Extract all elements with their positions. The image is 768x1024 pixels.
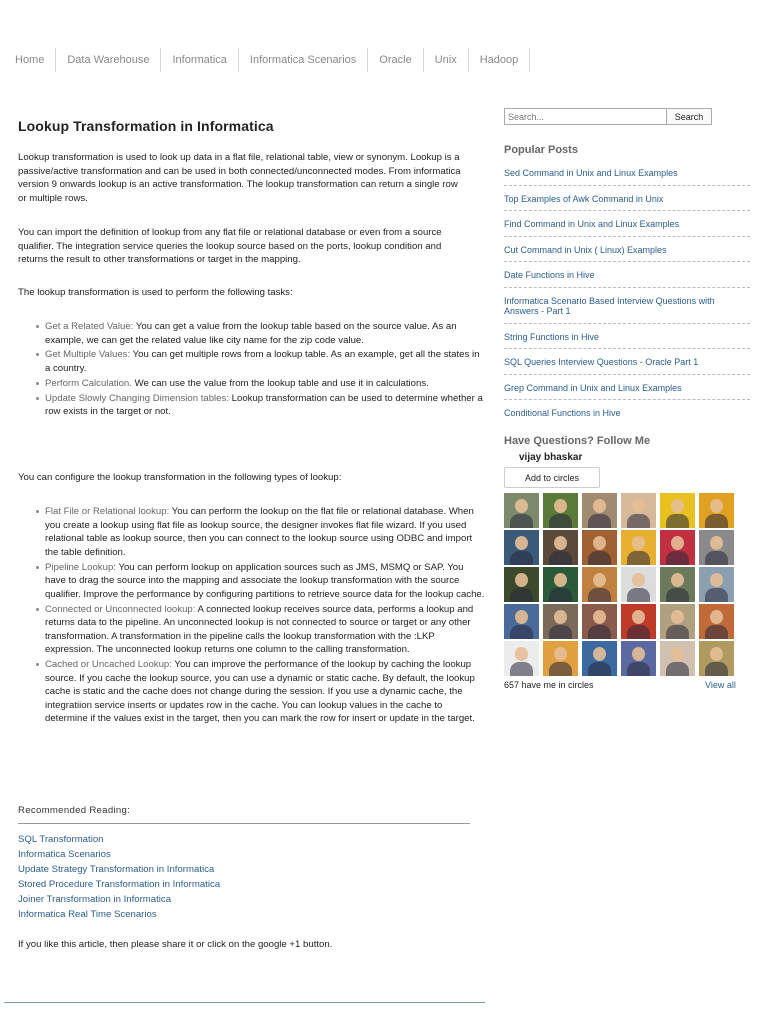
avatar-body-shape [705, 514, 728, 528]
avatar-body-shape [510, 514, 533, 528]
nav-item[interactable]: Informatica [161, 48, 238, 72]
follower-avatar[interactable] [543, 530, 578, 565]
popular-post-item [504, 381, 750, 401]
avatar-head-shape [671, 610, 684, 624]
task-item [45, 377, 485, 391]
lookup-type-item-text: You can improve the performance of the lookup by caching the lookup source. If you cache the lookup source, you can use a dynamic or static cache. By default, the lookup cache is static and the cache does not change during the session. If you use a dynamic cache, the integratiion service inserts or updates row in the cache. You can lookup values in the cache to determine if the values exist in the target, then you can mark the row for insert or update in the target. [45, 659, 475, 725]
popular-post-item [504, 166, 750, 186]
follower-avatar[interactable] [699, 493, 734, 528]
popular-post-link[interactable]: Conditional Functions in Hive [504, 408, 621, 418]
avatar-head-shape [710, 647, 723, 661]
add-to-circles-button[interactable]: Add to circles [504, 467, 600, 488]
lookup-type-item-term: Flat File or Relational lookup: [45, 506, 170, 517]
footer-divider [4, 1002, 485, 1003]
follower-avatar[interactable] [504, 530, 539, 565]
avatar-body-shape [666, 625, 689, 639]
avatar-body-shape [705, 551, 728, 565]
follower-avatar[interactable] [582, 604, 617, 639]
avatar-head-shape [593, 573, 606, 587]
avatar-body-shape [510, 588, 533, 602]
types-intro: You can configure the lookup transformation in the following types of lookup: [18, 472, 342, 483]
avatar-body-shape [510, 662, 533, 676]
avatar-head-shape [671, 573, 684, 587]
post-title: Lookup Transformation in Informatica [18, 118, 274, 134]
popular-post-link[interactable]: String Functions in Hive [504, 331, 600, 342]
follower-avatar[interactable] [543, 641, 578, 676]
recommended-link[interactable]: Joiner Transformation in Informatica [18, 894, 172, 905]
recommended-link[interactable]: Informatica Scenarios [18, 849, 111, 860]
intro-paragraph: Lookup transformation is used to look up data in a flat file, relational table, view or synonym. Lookup is a passive/active transformation and can be used in both connected/unconnected modes. From informatica version 9 onwards lookup is an active transformation. The lookup transformation can return a single row or multiple rows. [18, 152, 461, 204]
popular-post-item [504, 217, 750, 237]
follower-avatar[interactable] [699, 641, 734, 676]
task-item-term: Update Slowly Changing Dimension tables: [45, 392, 229, 404]
task-item [45, 392, 485, 419]
avatar-body-shape [549, 588, 572, 602]
popular-post-item [504, 243, 750, 263]
avatar-head-shape [593, 536, 606, 550]
task-item [45, 320, 485, 347]
popular-post-item [504, 268, 750, 288]
nav-item[interactable]: Home [4, 48, 56, 72]
avatar-head-shape [671, 499, 684, 513]
recommended-link[interactable]: Stored Procedure Transformation in Informatica [18, 879, 221, 890]
lookup-type-item [45, 658, 485, 726]
popular-post-link[interactable]: Sed Command in Unix and Linux Examples [504, 168, 678, 178]
avatar-head-shape [671, 647, 684, 661]
lookup-type-item-term: Cached or Uncached Lookup: [45, 659, 172, 671]
follower-avatar[interactable] [660, 641, 695, 676]
task-item [45, 348, 485, 375]
avatar-body-shape [549, 662, 572, 676]
task-item-text: We can use the value from the lookup table and use it in calculations. [131, 377, 429, 389]
avatar-body-shape [627, 514, 650, 528]
lookup-type-item-text: You can perform lookup on application sources such as JMS, MSMQ or SAP. You have to drag the source into the mapping and associate the lookup transformation with the source qualifier. Improve the performance by configuring partitions to retrieve source data for the lookup cache. [45, 561, 485, 600]
nav-item[interactable]: Data Warehouse [56, 48, 161, 72]
popular-post-item [504, 294, 750, 324]
task-item-term: Get a Related Value: [45, 321, 134, 332]
avatar-body-shape [510, 551, 533, 565]
popular-post-link[interactable]: Grep Command in Unix and Linux Examples [504, 382, 682, 393]
nav-item[interactable]: Oracle [368, 48, 423, 72]
follower-avatar[interactable] [582, 641, 617, 676]
recommended-link[interactable]: Informatica Real Time Scenarios [18, 909, 157, 920]
avatar-head-shape [554, 573, 567, 587]
avatar-body-shape [549, 514, 572, 528]
avatar-body-shape [666, 662, 689, 676]
follower-avatar[interactable] [543, 493, 578, 528]
avatar-head-shape [710, 499, 723, 513]
follower-avatar[interactable] [621, 493, 656, 528]
avatar-body-shape [666, 551, 689, 565]
task-item-text: Lookup transformation can be used to determine whether a row exists in the target or not. [45, 392, 483, 418]
task-item-text: You can get a value from the lookup table based on the source value. As an example, we can get the related value like city name for the zip code value. [45, 321, 457, 346]
avatar-head-shape [632, 610, 645, 624]
recommended-list [18, 832, 220, 922]
avatar-head-shape [593, 610, 606, 624]
avatar-body-shape [705, 625, 728, 639]
avatar-head-shape [515, 573, 528, 587]
avatar-body-shape [666, 514, 689, 528]
avatar-head-shape [515, 536, 528, 550]
follow-heading: Have Questions? Follow Me [504, 435, 651, 447]
avatar-body-shape [588, 551, 611, 565]
popular-post-link[interactable]: Cut Command in Unix ( Linux) Examples [504, 244, 667, 255]
recommended-heading: Recommended Reading: [18, 805, 470, 824]
follower-avatar[interactable] [621, 567, 656, 602]
follower-avatar[interactable] [543, 567, 578, 602]
follower-avatar[interactable] [582, 567, 617, 602]
follower-avatar[interactable] [582, 530, 617, 565]
popular-post-item [504, 330, 750, 350]
avatar-body-shape [549, 625, 572, 639]
avatar-body-shape [549, 551, 572, 565]
follower-avatar[interactable] [504, 641, 539, 676]
recommended-item [18, 892, 220, 907]
recommended-item [18, 862, 220, 877]
follower-avatar[interactable] [504, 567, 539, 602]
popular-post-link[interactable]: Date Functions in Hive [504, 270, 595, 280]
avatar-head-shape [710, 536, 723, 550]
avatar-head-shape [554, 647, 567, 661]
lookup-type-item-text: A connected lookup receives source data, performs a lookup and returns data to the pipeline. An unconnected lookup is not connected to source or target or any other transformation. A transformation in the pipeline calls the lookup transformation with the :LKP expression. The unconnected lookup returns one column to the calling transformation. [45, 603, 474, 656]
avatar-head-shape [593, 499, 606, 513]
nav-item[interactable]: Unix [424, 48, 469, 72]
avatar-body-shape [588, 625, 611, 639]
popular-posts-list [504, 166, 750, 431]
avatar-body-shape [705, 662, 728, 676]
recommended-link[interactable]: SQL Transformation [18, 834, 104, 845]
avatar-body-shape [510, 625, 533, 639]
lookup-type-item [45, 603, 485, 657]
avatar-head-shape [554, 610, 567, 624]
avatar-body-shape [627, 662, 650, 676]
nav-item[interactable]: Hadoop [469, 48, 531, 72]
popular-post-link[interactable]: SQL Queries Interview Questions - Oracle Part 1 [504, 357, 699, 367]
top-nav [4, 48, 530, 72]
avatar-head-shape [632, 647, 645, 661]
avatar-body-shape [627, 551, 650, 565]
view-all-link[interactable]: View all [705, 680, 736, 690]
avatar-body-shape [627, 625, 650, 639]
avatar-head-shape [515, 647, 528, 661]
profile-name[interactable]: vijay bhaskar [519, 452, 583, 463]
follower-avatar[interactable] [660, 530, 695, 565]
popular-post-item [504, 406, 750, 425]
import-paragraph: You can import the definition of lookup from any flat file or relational database or even from a source qualifier. The integration service queries the lookup source based on the ports, lookup condition and returns the result to other transformations or target in the mapping. [18, 227, 442, 266]
avatar-head-shape [632, 499, 645, 513]
nav-item[interactable]: Informatica Scenarios [239, 48, 368, 72]
lookup-type-item [45, 505, 485, 559]
follower-avatar[interactable] [504, 493, 539, 528]
search-input[interactable] [504, 108, 668, 125]
avatar-body-shape [588, 514, 611, 528]
lookup-type-item-term: Connected or Unconnected lookup: [45, 603, 196, 615]
follower-avatar[interactable] [504, 604, 539, 639]
recommended-link[interactable]: Update Strategy Transformation in Informatica [18, 864, 215, 875]
follower-avatars [504, 493, 744, 676]
popular-post-link[interactable]: Find Command in Unix and Linux Examples [504, 219, 680, 229]
popular-posts-heading: Popular Posts [504, 144, 578, 156]
popular-post-item [504, 355, 750, 375]
follower-avatar[interactable] [699, 530, 734, 565]
popular-post-link[interactable]: Top Examples of Awk Command in Unix [504, 193, 664, 204]
avatar-head-shape [710, 610, 723, 624]
avatar-head-shape [554, 536, 567, 550]
follower-avatar[interactable] [660, 493, 695, 528]
avatar-head-shape [671, 536, 684, 550]
avatar-body-shape [666, 588, 689, 602]
lookup-type-item-text: You can perform the lookup on the flat file or relational database. When you create a lookup using flat file as lookup source, the designer invokes flat file wizard. If you used relational table as lookup source, then you can connect to the lookup source using ODBC and import the table definition. [45, 506, 474, 558]
avatar-head-shape [632, 536, 645, 550]
follower-avatar[interactable] [699, 567, 734, 602]
lookup-type-item [45, 561, 485, 602]
follower-avatar[interactable] [621, 641, 656, 676]
avatar-body-shape [588, 662, 611, 676]
circle-count: 657 have me in circles [504, 680, 594, 690]
task-item-term: Get Multiple Values: [45, 349, 131, 361]
follower-avatar[interactable] [699, 604, 734, 639]
search-button[interactable]: Search [666, 108, 712, 125]
follower-avatar[interactable] [621, 604, 656, 639]
task-item-text: You can get multiple rows from a lookup table. As an example, get all the states in a country. [45, 349, 480, 374]
avatar-body-shape [627, 588, 650, 602]
share-text: If you like this article, then please share it or click on the google +1 button. [18, 939, 333, 950]
follower-avatar[interactable] [582, 493, 617, 528]
avatar-head-shape [710, 573, 723, 587]
tasks-intro: The lookup transformation is used to perform the following tasks: [18, 287, 293, 298]
avatar-head-shape [515, 499, 528, 513]
popular-post-item [504, 192, 750, 212]
task-item-term: Perform Calculation. [45, 377, 132, 389]
follower-avatar[interactable] [543, 604, 578, 639]
recommended-item [18, 877, 220, 892]
recommended-item [18, 907, 220, 922]
lookup-type-item-term: Pipeline Lookup: [45, 561, 116, 573]
lookup-types-list [18, 505, 485, 727]
avatar-body-shape [705, 588, 728, 602]
avatar-head-shape [554, 499, 567, 513]
follower-avatar[interactable] [660, 604, 695, 639]
follower-avatar[interactable] [621, 530, 656, 565]
avatar-head-shape [632, 573, 645, 587]
recommended-item [18, 847, 220, 862]
avatar-head-shape [593, 647, 606, 661]
tasks-list [18, 320, 485, 420]
popular-post-link[interactable]: Informatica Scenario Based Interview Questions with Answers - Part 1 [504, 295, 715, 316]
avatar-body-shape [588, 588, 611, 602]
recommended-item [18, 832, 220, 847]
follower-avatar[interactable] [660, 567, 695, 602]
avatar-head-shape [515, 610, 528, 624]
